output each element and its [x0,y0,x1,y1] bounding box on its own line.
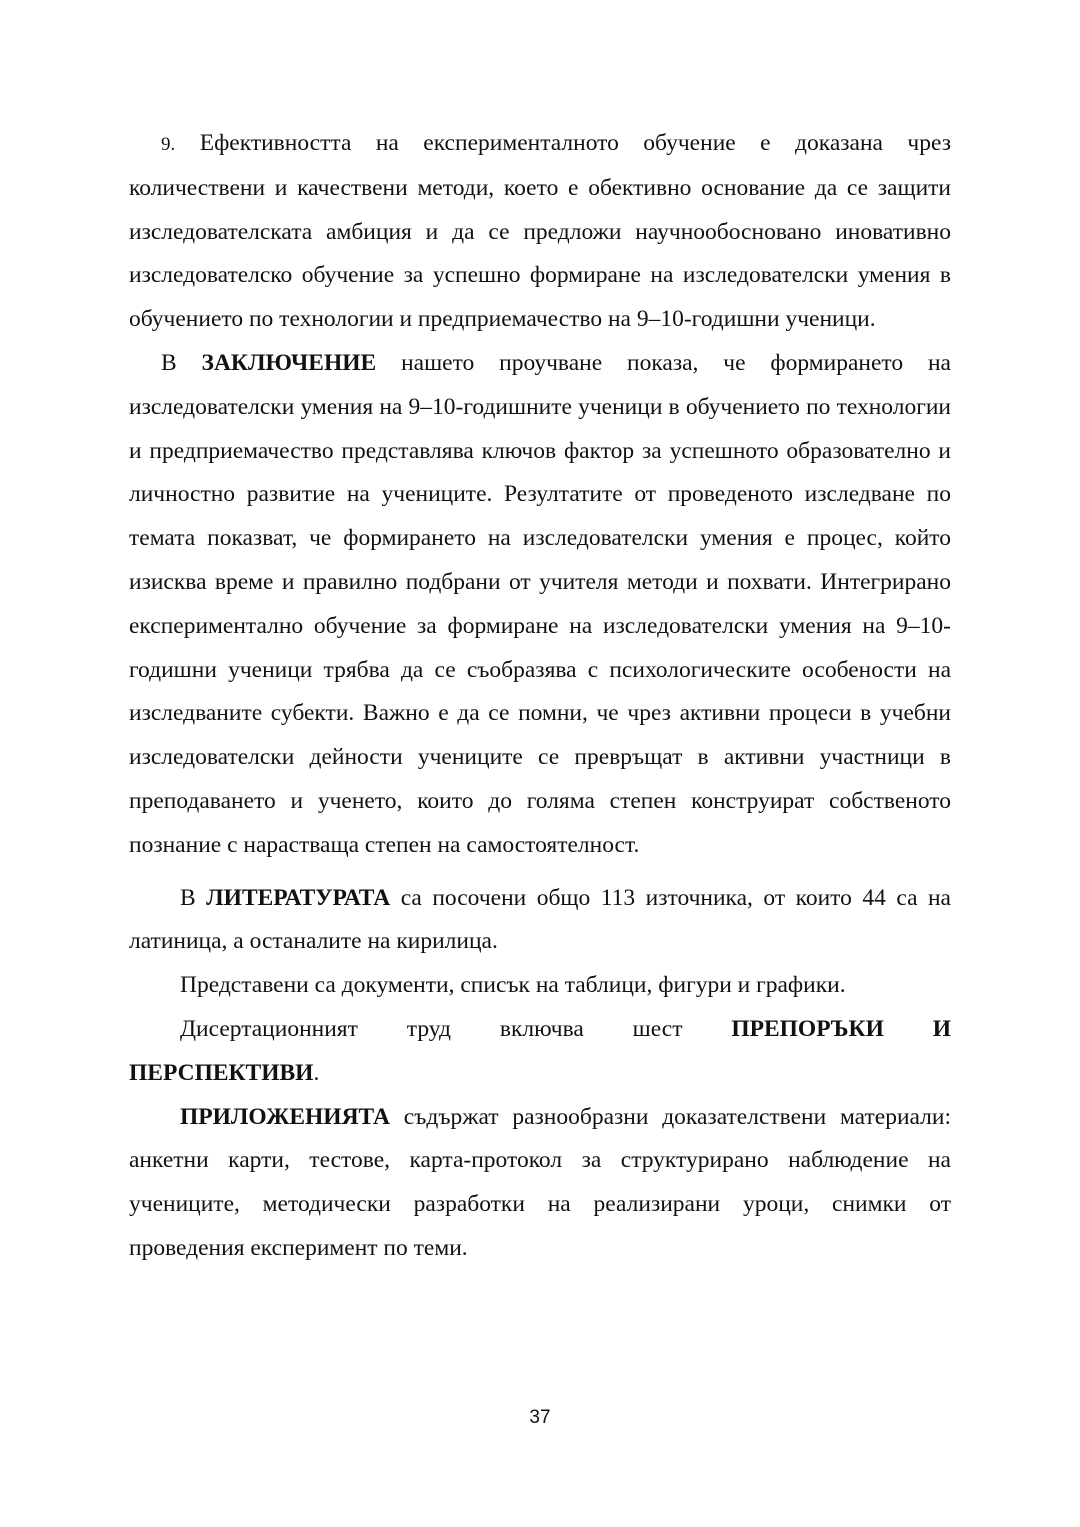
section-heading-perspectives: ПЕРСПЕКТИВИ [129,1059,314,1086]
page-number: 37 [529,1407,551,1428]
section-heading-appendices: ПРИЛОЖЕНИЯТА [180,1103,391,1130]
document-body [129,122,951,1271]
paragraph-literature [129,877,951,965]
word: труд [406,1015,451,1042]
paragraph-lead: В [161,349,202,376]
paragraph-text: са посочени общо 113 източника, от които 44 са на латиница, а останалите на кирилица. [129,884,951,955]
paragraph-recommendations [129,1008,951,1096]
paragraph-conclusion [129,342,951,868]
paragraph-text: Ефективността на експерименталното обучение е доказана чрез количествени и качествени методи, което е обективно основание да се защити изследователската амбиция и да се предложи научнообосновано иновативно изследователско обучение за успешно формиране на изследователски умения в обучението по технологии и предприемачество на 9–10-годишни ученици. [129,130,951,333]
word: Дисертационният [180,1015,358,1042]
recommendations-line-1 [129,1008,951,1052]
paragraph-documents [129,964,951,1008]
section-heading-conclusion: ЗАКЛЮЧЕНИЕ [201,349,377,376]
section-heading-literature: ЛИТЕРАТУРАТА [206,884,391,911]
section-heading-recommendations: ПРЕПОРЪКИ [731,1015,884,1042]
section-heading-conjunction: И [932,1015,951,1042]
paragraph-text: съдържат разнообразни доказателствени материали: анкетни карти, тестове, карта-протокол за структурирано наблюдение на учениците, методически разработки на реализирани уроци, снимки от проведения експеримент по теми. [129,1103,951,1261]
paragraph-text: нашето проучване показа, че формирането на изследователски умения на 9–10-годишните ученици в обучението по технологии и предприемачество представлява ключов фактор за успешното образователно и личностно развитие на учениците. Резултатите от проведеното изследване по темата показват, че формирането на изследователски умения е процес, който изисква време и правилно подбрани от учителя методи и похвати. Интегрирано експериментално обучение за формиране на изследователски умения на 9–10-годишни ученици трябва да се съобразява с психологическите особености на изследваните субекти. Важно е да се помни, че чрез активни процеси в учебни изследователски дейности учениците се превръщат в активни участници в преподаването и ученето, които до голяма степен конструират собственото познание с нарастваща степен на самостоятелност. [129,349,951,858]
paragraph-item-9 [129,122,951,342]
list-item-number: 9. [161,134,176,155]
word: шест [632,1015,683,1042]
word: включва [499,1015,584,1042]
punctuation: . [313,1059,320,1086]
recommendations-line-2 [129,1052,951,1096]
paragraph-appendices [129,1096,951,1271]
paragraph-text: Представени са документи, списък на таблици, фигури и графики. [180,972,846,999]
paragraph-lead: В [180,884,207,911]
